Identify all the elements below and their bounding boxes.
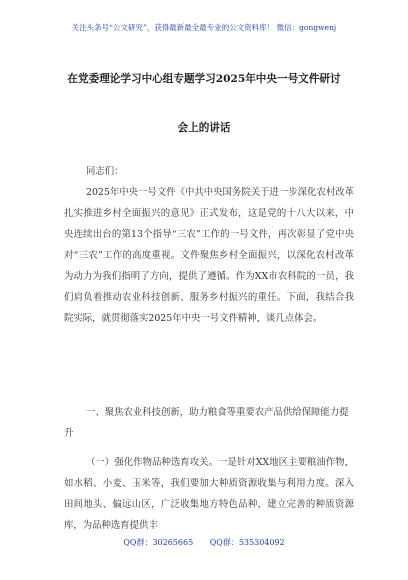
footer [0, 537, 408, 548]
header-banner: 关注头条号“公文研究”，获得最新最全最专业的公文资料库！ 微信：gongwenj [71, 23, 337, 32]
body-paragraph-subsection [64, 452, 354, 536]
document-title: 在党委理论学习中心组专题学习2025年中央一号文件研讨 [67, 73, 341, 85]
footer-qq-group-2: QQ群：535304092 [209, 538, 285, 547]
document-title-continued: 会上的讲话 [177, 122, 231, 134]
section-heading: 一、聚焦农业科技创新，助力粮食等重要农产品供给保障能力提升 [64, 407, 349, 439]
footer-qq-group-1: QQ群：30265665 [123, 538, 194, 547]
body-paragraph-intro [64, 182, 354, 329]
paragraph-text: （一）强化作物品种选育攻关。一是针对XX地区主要粮油作物，如水稻、小麦、玉米等，我们要加大种质资源收集与利用力度。深入田间地头、偏远山区，广泛收集地方特色品种，建立完善的种质资源库，为品种选育提供丰 [64, 457, 354, 531]
salutation: 同志们： [86, 166, 124, 177]
paragraph-text: 2025年中央一号文件《中共中央国务院关于进一步深化农村改革扎实推进乡村全面振兴的意见》正式发布，这是党的十八大以来，中央连续出台的第13个指导“三农”工作的一号文件，再次彰显了党中央对“三农”工作的高度重视。文件聚焦乡村全面振兴，以深化农村改革为动力为我们指明了方向，提供了遵循。作为XX市农科院的一员，我们肩负着推动农业科技创新、服务乡村振兴的重任。下面，我结合我院实际，就贯彻落实2025年中央一号文件精神，谈几点体会。 [64, 187, 354, 324]
